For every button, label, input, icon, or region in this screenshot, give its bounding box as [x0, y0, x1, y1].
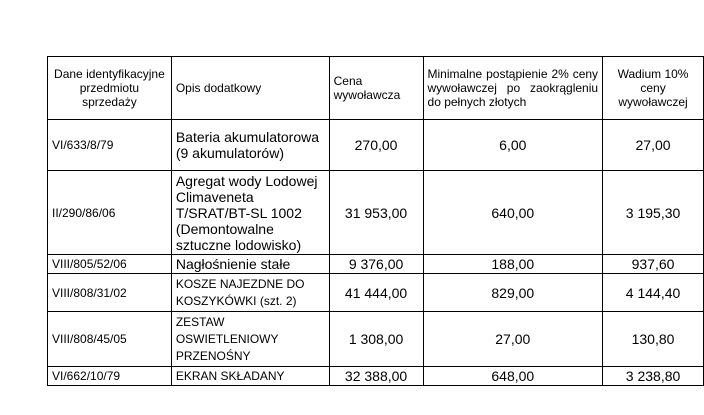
row-id: VI/662/10/79: [48, 367, 172, 386]
header-row: [48, 57, 704, 120]
row-starting-price: 270,00: [329, 120, 423, 171]
row-starting-price: 1 308,00: [329, 312, 423, 367]
row-description: ZESTAW OSWIETLENIOWY PRZENOŚNY: [171, 312, 329, 367]
row-description: Agregat wody Lodowej Climaveneta T/SRAT/BT-SL 1002 (Demontowalne sztuczne lodowisko): [171, 171, 329, 255]
row-description: KOSZE NAJEZDNE DO KOSZYKÓWKI (szt. 2): [171, 274, 329, 312]
row-starting-price: 32 388,00: [329, 367, 423, 386]
row-minimum-bid: 27,00: [423, 312, 603, 367]
row-deposit: 130,80: [603, 312, 704, 367]
row-id: VIII/808/31/02: [48, 274, 172, 312]
row-minimum-bid: 640,00: [423, 171, 603, 255]
table-row: [48, 274, 704, 312]
row-deposit: 3 195,30: [603, 171, 704, 255]
table-row: [48, 255, 704, 274]
header-starting-price: Cena wywoławcza: [329, 57, 423, 120]
table-row: [48, 171, 704, 255]
row-starting-price: 31 953,00: [329, 171, 423, 255]
auction-table: [47, 56, 704, 386]
header-deposit: Wadium 10% ceny wywoławczej: [603, 57, 704, 120]
row-description: Bateria akumulatorowa (9 akumulatorów): [171, 120, 329, 171]
row-minimum-bid: 648,00: [423, 367, 603, 386]
row-id: II/290/86/06: [48, 171, 172, 255]
row-description: Nagłośnienie stałe: [171, 255, 329, 274]
row-minimum-bid: 829,00: [423, 274, 603, 312]
row-starting-price: 9 376,00: [329, 255, 423, 274]
row-minimum-bid: 6,00: [423, 120, 603, 171]
row-description: EKRAN SKŁADANY: [171, 367, 329, 386]
row-deposit: 27,00: [603, 120, 704, 171]
header-description: Opis dodatkowy: [171, 57, 329, 120]
row-id: VIII/808/45/05: [48, 312, 172, 367]
row-starting-price: 41 444,00: [329, 274, 423, 312]
header-minimum-bid: Minimalne postąpienie 2% ceny wywoławczej po zaokrągleniu do pełnych złotych: [423, 57, 603, 120]
row-deposit: 4 144,40: [603, 274, 704, 312]
header-identification: Dane identyfikacyjne przedmiotu sprzedaży: [48, 57, 172, 120]
row-minimum-bid: 188,00: [423, 255, 603, 274]
table-row: [48, 120, 704, 171]
table-row: [48, 312, 704, 367]
row-id: VIII/805/52/06: [48, 255, 172, 274]
row-deposit: 937,60: [603, 255, 704, 274]
row-deposit: 3 238,80: [603, 367, 704, 386]
table-row: [48, 367, 704, 386]
row-id: VI/633/8/79: [48, 120, 172, 171]
